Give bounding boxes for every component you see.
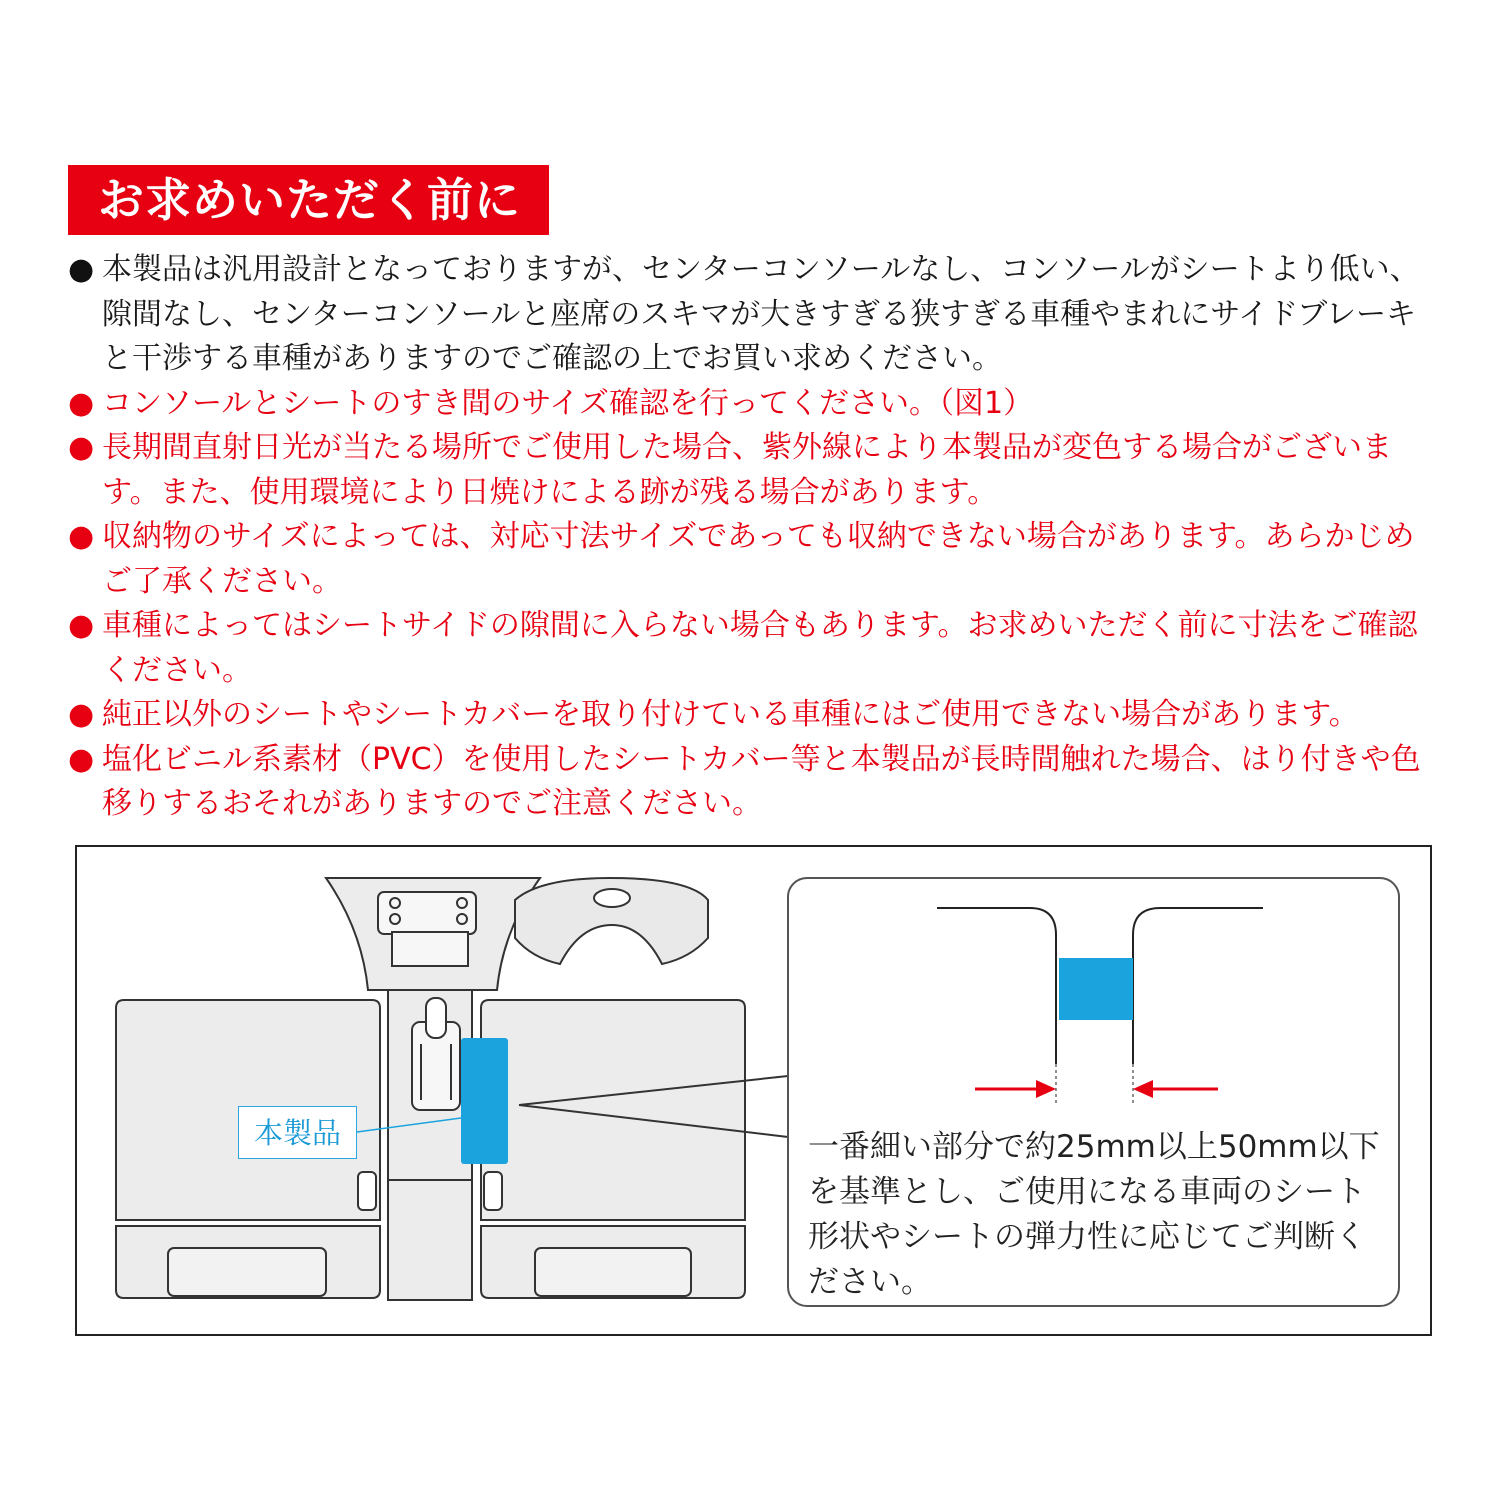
note-text: 純正以外のシートやシートカバーを取り付けている車種にはご使用できない場合があります。 — [102, 697, 1359, 732]
callout-text: 一番細い部分で約25mm以上50mm以下を基準とし、ご使用になる車両のシート形状やシートの弾力性に応じてご判断ください。 — [808, 1129, 1380, 1300]
arrow-right-icon — [975, 1080, 1056, 1098]
product-label: 本製品 — [238, 1106, 357, 1159]
note-text: コンソールとシートのすき間のサイズ確認を行ってください。（図1） — [102, 385, 1034, 421]
right-seat-edge — [1133, 908, 1263, 1064]
left-seat-edge — [937, 908, 1056, 1064]
arrow-left-icon — [1133, 1080, 1218, 1098]
bullet-icon: ● — [68, 385, 95, 421]
product-in-gap — [1059, 958, 1133, 1020]
bullet-icon: ● — [68, 430, 95, 465]
note-text: 車種によってはシートサイドの隙間に入らない場合もあります。お求めいただく前に寸法をご確認ください。 — [102, 608, 1418, 688]
note-text: 本製品は汎用設計となっておりますが、センターコンソールなし、コンソールがシートより低い、隙間なし、センターコンソールと座席のスキマが大きすぎる狭すぎる車種やまれにサイドブレーキと干渉する車種がありますのでご確認の上でお買い求めください。 — [102, 252, 1420, 376]
bullet-icon: ● — [68, 741, 95, 777]
bullet-icon: ● — [68, 519, 95, 554]
note-text: 長期間直射日光が当たる場所でご使用した場合、紫外線により本製品が変色する場合がございます。また、使用環境により日焼けによる跡が残る場合があります。 — [102, 430, 1392, 510]
bullet-icon: ● — [68, 697, 95, 732]
bullet-icon: ● — [68, 608, 95, 643]
section-heading: お求めいただく前に — [68, 165, 549, 235]
note-text: 収納物のサイズによっては、対応寸法サイズであっても収納できない場合があります。あらかじめご了承ください。 — [102, 519, 1415, 599]
note-text: 塩化ビニル系素材（PVC）を使用したシートカバー等と本製品が長時間触れた場合、はり付きや色移りするおそれがありますのでご注意ください。 — [102, 741, 1421, 821]
bullet-icon: ● — [68, 252, 95, 287]
